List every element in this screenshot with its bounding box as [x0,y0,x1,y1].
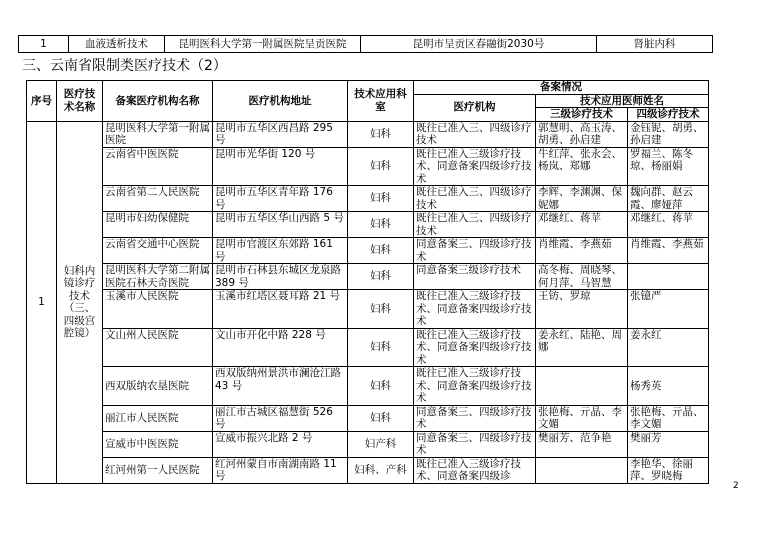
level4-physicians: 樊丽芳 [628,431,709,457]
institution-name: 宣威市中医医院 [103,431,213,457]
institution-address: 昆明市呈贡区春融街2030号 [361,36,597,53]
institution-name: 云南省中医医院 [103,147,213,186]
department: 妇科 [348,367,414,406]
header-record-institution: 医疗机构 [414,94,536,121]
department: 妇产科 [348,431,414,457]
institution-address: 昆明市五华区西昌路 295 号 [213,121,348,147]
header-technique: 医疗技术名称 [57,81,103,122]
record-status: 同意备案三、四级诊疗技术 [414,405,536,431]
institution-name: 文山州人民医院 [103,328,213,367]
table-row [27,431,709,457]
institution-address: 宣威市振兴北路 2 号 [213,431,348,457]
group-technique: 妇科内镜诊疗技术（三、四级宫腔镜） [57,121,103,483]
department: 妇科、产科 [348,457,414,483]
level4-physicians [628,264,709,290]
level3-physicians [536,457,628,483]
institution-name: 昆明市妇幼保健院 [103,212,213,238]
table-row [27,264,709,290]
previous-section-table [18,35,713,53]
header-level3: 三级诊疗技术 [536,108,628,122]
institution-address: 玉溪市红塔区聂耳路 21 号 [213,290,348,329]
level3-physicians: 邓继红、蒋苹 [536,212,628,238]
record-status: 既往已准入三级诊疗技术、同意备案四级诊疗技术 [414,147,536,186]
department: 妇科 [348,212,414,238]
header-row [27,81,709,95]
level3-physicians: 张艳梅、亓晶、李文媚 [536,405,628,431]
header-record: 备案情况 [414,81,709,95]
table-row [27,367,709,406]
table-row [27,121,709,147]
header-department: 技术应用科室 [348,81,414,122]
record-status: 既往已准入三级诊疗技术、同意备案四级诊疗技术 [414,367,536,406]
department: 妇科 [348,186,414,212]
level4-physicians: 李艳华、徐丽萍、罗晓梅 [628,457,709,483]
institution-name: 云南省第二人民医院 [103,186,213,212]
level4-physicians: 金钰铌、胡勇、孙启建 [628,121,709,147]
institution-name: 玉溪市人民医院 [103,290,213,329]
table-row [27,186,709,212]
department: 妇科 [348,147,414,186]
section-title: 三、云南省限制类医疗技术（2） [22,58,227,74]
institution-address: 红河州蒙自市南湖南路 11 号 [213,457,348,483]
row-number: 1 [19,36,69,53]
institution-name: 昆明医科大学第一附属医院 [103,121,213,147]
level4-physicians: 杨秀英 [628,367,709,406]
department: 妇科 [348,290,414,329]
institution-address: 文山市开化中路 228 号 [213,328,348,367]
record-status: 既往已准入三、四级诊疗技术 [414,212,536,238]
level3-physicians: 樊丽芳、范争艳 [536,431,628,457]
department: 妇科 [348,328,414,367]
institution-address: 昆明市石林县东城区龙泉路 389 号 [213,264,348,290]
institution-name: 云南省交通中心医院 [103,238,213,264]
level4-physicians: 罗福兰、陈冬琼、杨丽娟 [628,147,709,186]
header-institution: 备案医疗机构名称 [103,81,213,122]
institution-address: 昆明市五华区华山西路 5 号 [213,212,348,238]
institution-name: 红河州第一人民医院 [103,457,213,483]
record-status: 既往已准入三级诊疗技术、同意备案四级诊 [414,457,536,483]
table-row [27,238,709,264]
record-status: 同意备案三、四级诊疗技术 [414,431,536,457]
level3-physicians [536,367,628,406]
department: 妇科 [348,405,414,431]
header-level4: 四级诊疗技术 [628,108,709,122]
department: 妇科 [348,121,414,147]
institution-name: 昆明医科大学第一附属医院呈贡医院 [165,36,361,53]
institution-address: 昆明市光华街 120 号 [213,147,348,186]
institution-name: 昆明医科大学第二附属医院石林天奇医院 [103,264,213,290]
institution-address: 丽江市古城区福慧街 526 号 [213,405,348,431]
restricted-technique-table [26,80,709,484]
level3-physicians: 王钫、罗琼 [536,290,628,329]
table-row [27,147,709,186]
table-row [27,290,709,329]
record-status: 同意备案三、四级诊疗技术 [414,238,536,264]
table-row [27,405,709,431]
level3-physicians: 李辉、李渊渊、保妮娜 [536,186,628,212]
level4-physicians: 魏向群、赵云霞、廖娅萍 [628,186,709,212]
record-status: 同意备案三级诊疗技术 [414,264,536,290]
table-row [27,328,709,367]
level3-physicians: 姜永红、陆艳、周娜 [536,328,628,367]
record-status: 既往已准入三级诊疗技术、同意备案四级诊疗技术 [414,328,536,367]
group-number: 1 [27,121,57,483]
institution-address: 昆明市官渡区东郊路 161 号 [213,238,348,264]
table-row [27,457,709,483]
level3-physicians: 高冬梅、周晓琴、何月萍、马智慧 [536,264,628,290]
institution-name: 西双版纳农垦医院 [103,367,213,406]
level4-physicians: 邓继红、蒋苹 [628,212,709,238]
table-row [27,212,709,238]
record-status: 既往已准入三、四级诊疗技术 [414,186,536,212]
department: 妇科 [348,264,414,290]
level4-physicians: 张镱严 [628,290,709,329]
record-status: 既往已准入三、四级诊疗技术 [414,121,536,147]
department: 妇科 [348,238,414,264]
institution-name: 丽江市人民医院 [103,405,213,431]
level3-physicians: 牛红萍、张永会、杨岚、郑娜 [536,147,628,186]
header-address: 医疗机构地址 [213,81,348,122]
header-physicians: 技术应用医师姓名 [536,94,709,108]
institution-address: 昆明市五华区青年路 176 号 [213,186,348,212]
department: 肾脏内科 [597,36,713,53]
page-number: 2 [733,481,739,491]
record-status: 既往已准入三级诊疗技术、同意备案四级诊疗技术 [414,290,536,329]
level3-physicians: 肖维霞、李燕茹 [536,238,628,264]
header-no: 序号 [27,81,57,122]
technique-name: 血液透析技术 [69,36,165,53]
institution-address: 西双版纳州景洪市澜沧江路 43 号 [213,367,348,406]
level4-physicians: 姜永红 [628,328,709,367]
level3-physicians: 郭慧明、高玉涛、胡勇、孙启建 [536,121,628,147]
level4-physicians: 肖维霞、李燕茹 [628,238,709,264]
table-row [19,36,713,53]
level4-physicians: 张艳梅、亓晶、李文媚 [628,405,709,431]
